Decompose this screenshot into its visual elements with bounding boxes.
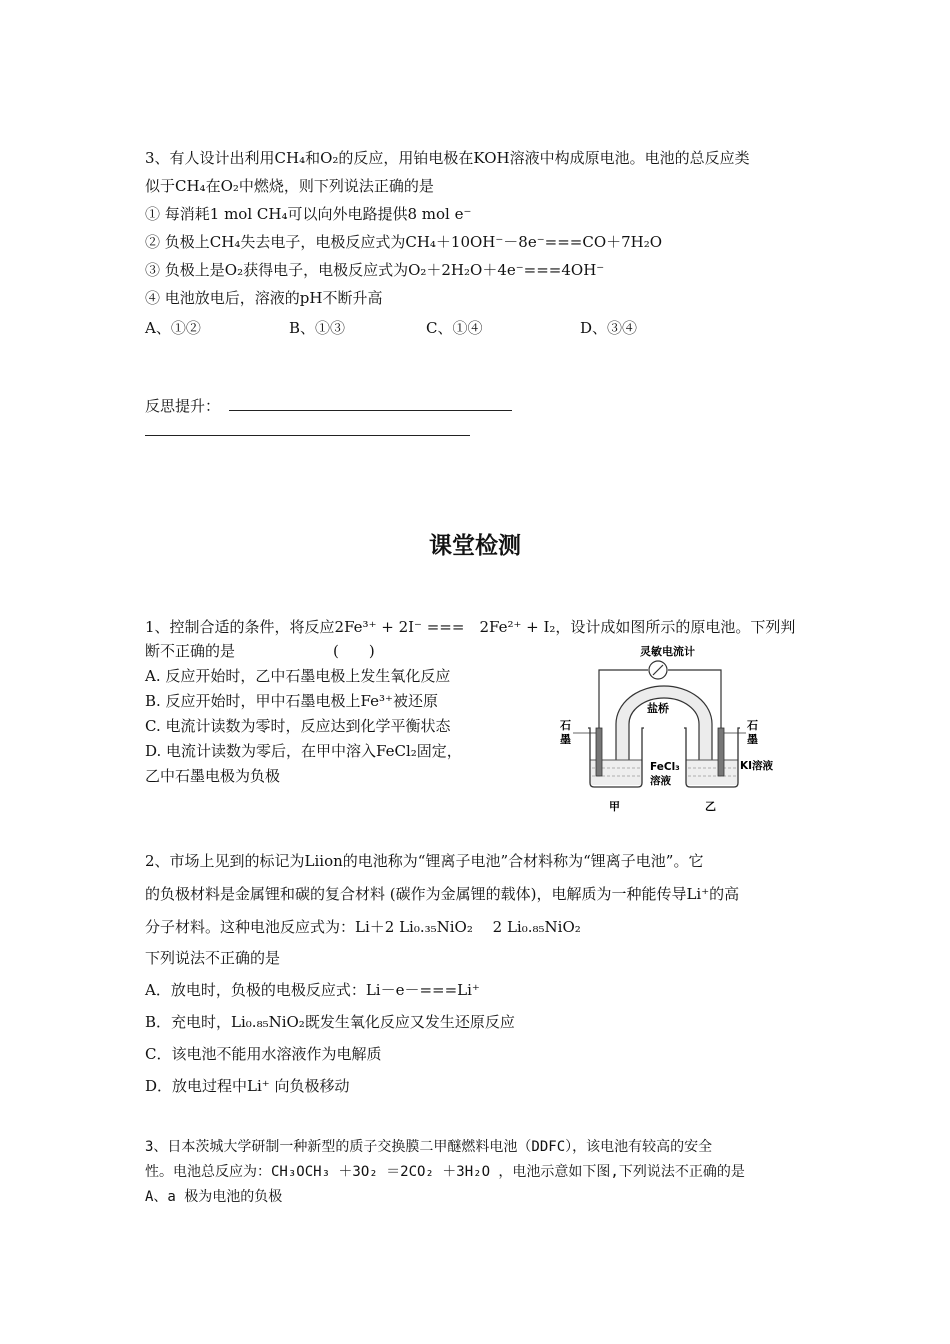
q2-line1: 2、市场上见到的标记为Liion的电池称为“锂离子电池”合材料称为“锂离子电池”。它 [145, 852, 704, 870]
q2-option-a: A．放电时，负极的电极反应式：Li－e－===Li⁺ [145, 981, 480, 999]
q3-option-c: C、①④ [426, 319, 483, 337]
section-title: 课堂检测 [429, 533, 521, 559]
q1-option-c: C. 电流计读数为零时，反应达到化学平衡状态 [145, 717, 451, 735]
q2-line4: 下列说法不正确的是 [145, 949, 281, 967]
left-electrode-label-2: 墨 [560, 733, 571, 746]
q1-option-a: A. 反应开始时，乙中石墨电极上发生氧化反应 [145, 667, 451, 685]
left-solution-label-2: 溶液 [650, 775, 671, 787]
q3-statement-2: ② 负极上CH₄失去电子，电极反应式为CH₄＋10OH⁻－8e⁻===CO＋7H₂O [145, 233, 663, 251]
q1-stem-line1: 1、控制合适的条件，将反应2Fe³⁺ + 2I⁻ === 2Fe²⁺ + I₂，设计成如图所示的原电池。下列判 [145, 618, 796, 636]
q3-option-d: D、③④ [580, 319, 638, 337]
q2-line3: 分子材料。这种电池反应式为：Li＋2 Li₀.₃₅NiO₂ 2 Li₀.₈₅NiO₂ [145, 918, 581, 936]
galvanometer-label: 灵敏电流计 [640, 645, 695, 658]
q3b-option-a: A、a 极为电池的负极 [145, 1189, 283, 1205]
salt-bridge-label: 盐桥 [647, 702, 669, 715]
q1-answer-paren: ( ) [333, 642, 375, 660]
q1-option-d-line1: D. 电流计读数为零后，在甲中溶入FeCl₂固定， [145, 742, 462, 760]
q3-statement-3: ③ 负极上是O₂获得电子，电极反应式为O₂＋2H₂O＋4e⁻===4OH⁻ [145, 261, 605, 279]
left-electrode-label-1: 石 [560, 719, 571, 732]
galvanic-cell-figure [548, 640, 793, 818]
right-electrode-label-1: 石 [747, 719, 758, 732]
right-electrode-icon [718, 728, 724, 776]
left-electrode-icon [596, 728, 602, 776]
right-beaker-label: 乙 [705, 800, 716, 813]
galvanometer-icon [649, 661, 667, 679]
q3b-line2: 性。电池总反应为：CH₃OCH₃ ＋3O₂ ＝2CO₂ ＋3H₂O ，电池示意如下图,下列说法不正确的是 [145, 1164, 745, 1180]
q3-option-a: A、①② [145, 319, 201, 337]
q2-option-b: B．充电时，Li₀.₈₅NiO₂既发生氧化反应又发生还原反应 [145, 1013, 515, 1031]
right-electrode-label-2: 墨 [747, 733, 758, 746]
q2-line2: 的负极材料是金属锂和碳的复合材料 (碳作为金属锂的载体)，电解质为一种能传导Li⁺的高 [145, 885, 740, 903]
q2-option-c: C．该电池不能用水溶液作为电解质 [145, 1045, 382, 1063]
reflection-label: 反思提升： [145, 397, 221, 415]
reflection-line-2 [145, 435, 470, 436]
q3-stem-line2: 似于CH₄在O₂中燃烧，则下列说法正确的是 [145, 177, 434, 195]
left-beaker-label: 甲 [609, 800, 620, 813]
q1-option-b: B. 反应开始时，甲中石墨电极上Fe³⁺被还原 [145, 692, 438, 710]
q3-stem-line1: 3、有人设计出利用CH₄和O₂的反应，用铂电极在KOH溶液中构成原电池。电池的总反应类 [145, 149, 750, 167]
q1-stem-line2: 断不正确的是 [145, 642, 236, 660]
q3-statement-4: ④ 电池放电后，溶液的pH不断升高 [145, 289, 383, 307]
right-solution-label: KI溶液 [740, 760, 774, 772]
q3-option-b: B、①③ [289, 319, 346, 337]
salt-bridge-icon [616, 686, 712, 772]
q3b-line1: 3、日本茨城大学研制一种新型的质子交换膜二甲醚燃料电池（DDFC），该电池有较高的安全 [145, 1139, 713, 1155]
left-solution-label-1: FeCl₃ [650, 761, 680, 773]
reflection-line-1 [229, 410, 512, 411]
q2-option-d: D．放电过程中Li⁺ 向负极移动 [145, 1077, 350, 1095]
q3-statement-1: ① 每消耗1 mol CH₄可以向外电路提供8 mol e⁻ [145, 205, 472, 223]
q1-option-d-line2: 乙中石墨电极为负极 [145, 767, 281, 785]
